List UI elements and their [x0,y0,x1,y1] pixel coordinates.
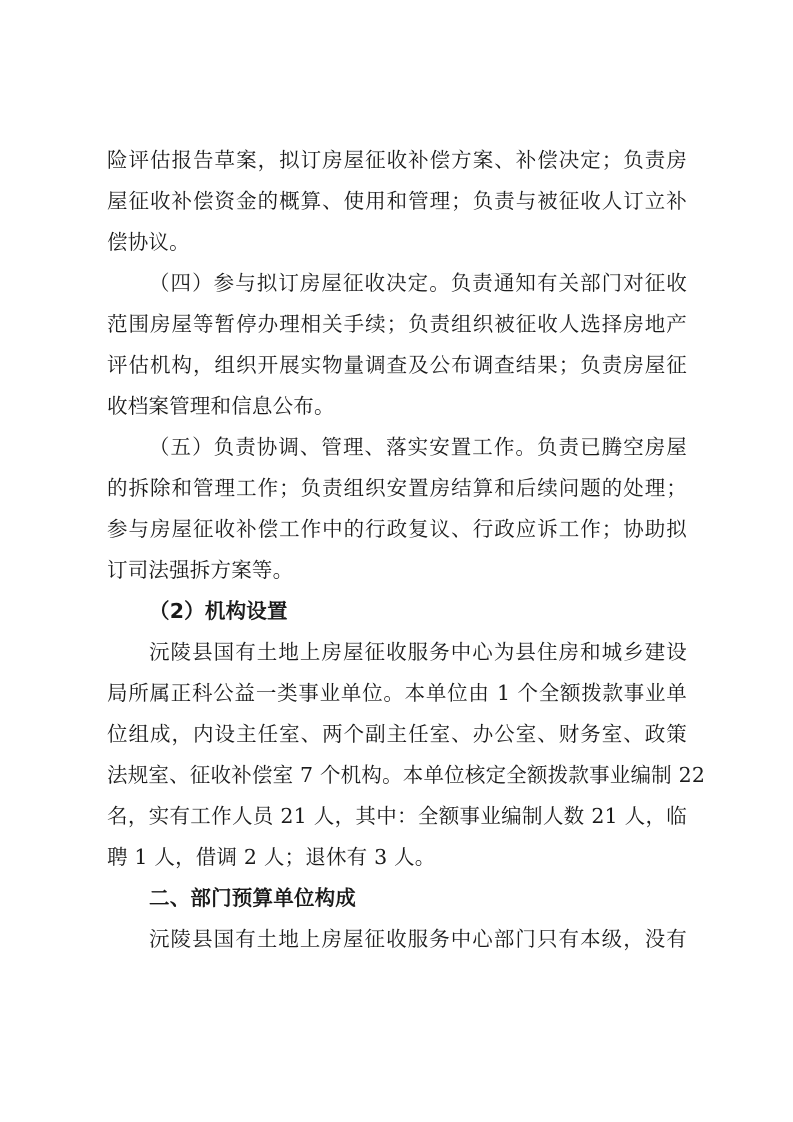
paragraph-line: 偿协议。 [107,230,190,254]
paragraph-line: 法规室、征收补偿室 7 个机构。本单位核定全额拨款事业编制 22 [107,763,706,787]
paragraph-line: 订司法强拆方案等。 [107,558,294,582]
section-heading: （2）机构设置 [149,599,288,623]
paragraph-line: 的拆除和管理工作；负责组织安置房结算和后续问题的处理； [107,476,687,500]
paragraph-line: 范围房屋等暂停办理相关手续；负责组织被征收人选择房地产 [107,312,687,336]
paragraph-line: （四）参与拟订房屋征收决定。负责通知有关部门对征收 [149,271,687,295]
paragraph-line: 聘 1 人，借调 2 人；退休有 3 人。 [107,845,436,869]
paragraph-line: 局所属正科公益一类事业单位。本单位由 1 个全额拨款事业单 [107,681,687,705]
paragraph-line: 收档案管理和信息公布。 [107,394,335,418]
paragraph-line: 位组成，内设主任室、两个副主任室、办公室、财务室、政策 [107,722,687,746]
paragraph-line: 沅陵县国有土地上房屋征收服务中心部门只有本级，没有 [149,927,687,951]
paragraph-line: 评估机构，组织开展实物量调查及公布调查结果；负责房屋征 [107,353,687,377]
paragraph-line: 参与房屋征收补偿工作中的行政复议、行政应诉工作；协助拟 [107,517,687,541]
paragraph-line: 险评估报告草案，拟订房屋征收补偿方案、补偿决定；负责房 [107,148,687,172]
paragraph-line: 屋征收补偿资金的概算、使用和管理；负责与被征收人订立补 [107,189,687,213]
paragraph-line: 沅陵县国有土地上房屋征收服务中心为县住房和城乡建设 [149,640,687,664]
section-heading: 二、部门预算单位构成 [149,886,356,910]
paragraph-line: （五）负责协调、管理、落实安置工作。负责已腾空房屋 [149,435,687,459]
paragraph-line: 名，实有工作人员 21 人，其中：全额事业编制人数 21 人，临 [107,804,687,828]
